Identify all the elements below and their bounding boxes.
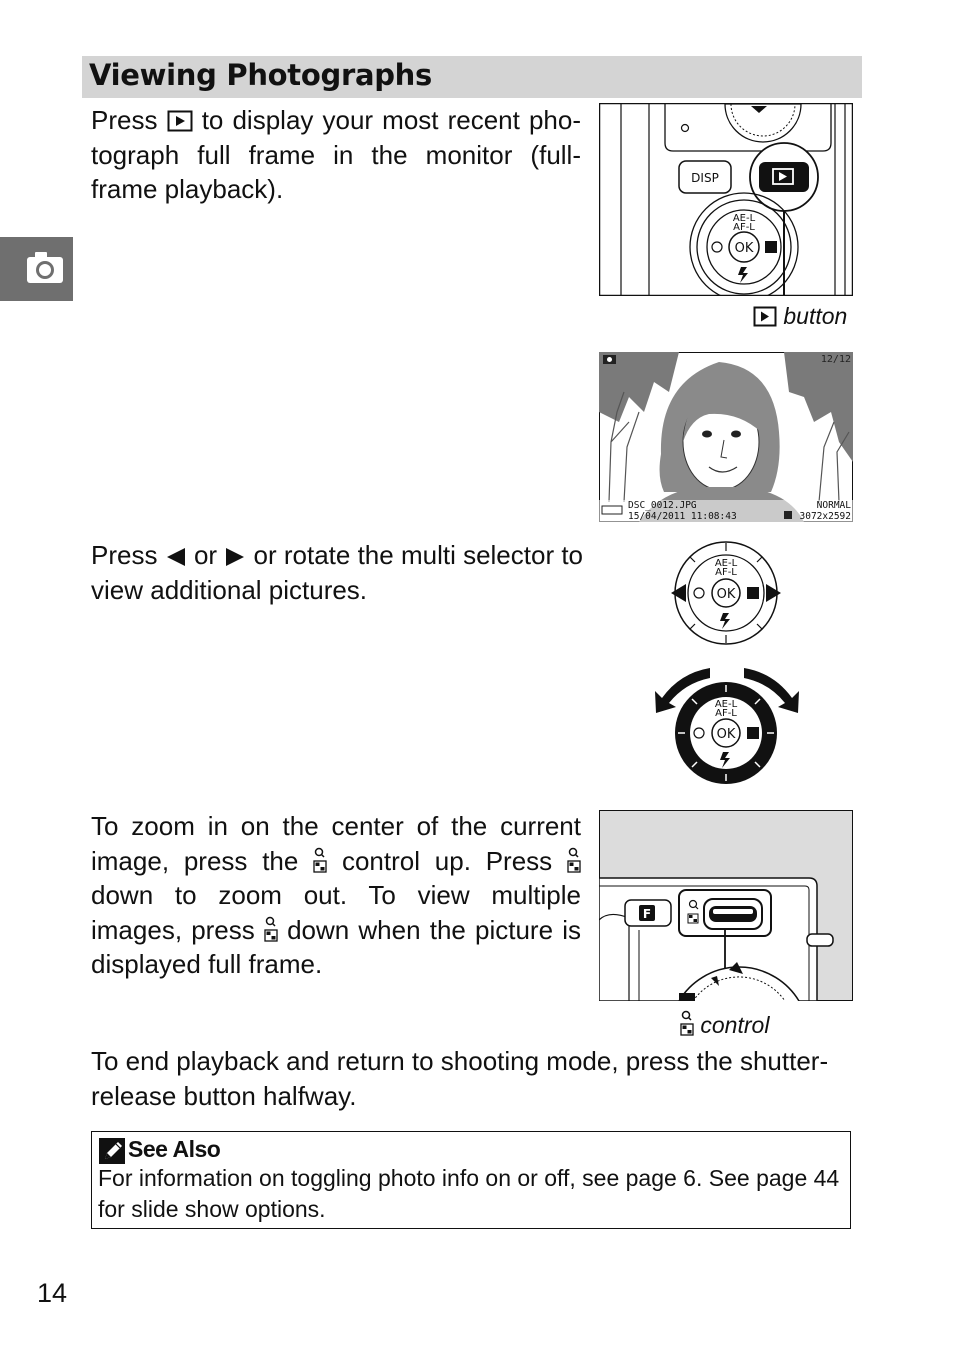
svg-text:OK: OK — [716, 727, 736, 742]
page-number: 14 — [37, 1278, 68, 1308]
intro-paragraph: Press to display your most recent pho-tograph full frame in the monitor (full-frame playback). — [91, 105, 581, 204]
left-arrow-icon — [165, 547, 187, 567]
svg-text:AE-L: AE-L — [732, 213, 756, 224]
see-also-body: For information on toggling photo info on or off, see page 6. See page 44 for slide show options. — [98, 1165, 840, 1222]
zoom-thumbnail-icon — [567, 847, 581, 873]
end-playback-paragraph: To end playback and return to shooting mode, press the shutter-release button halfway. — [91, 1046, 829, 1111]
zoom-thumbnail-icon — [680, 1010, 694, 1036]
zoom-paragraph: To zoom in on the center of the current image, press the control up. Press down to zoom out. To view multiple images, press down when the picture is displayed full frame. — [91, 811, 581, 979]
rotate-selector-figure — [650, 663, 802, 787]
zoom-control-figure — [599, 810, 853, 1001]
zoom-thumbnail-icon — [313, 847, 327, 873]
svg-text:AF-L: AF-L — [715, 708, 737, 719]
see-also-title: See Also — [128, 1136, 221, 1162]
svg-text:NORMAL: NORMAL — [816, 500, 851, 511]
multi-selector-paragraph: Press or or rotate the multi selector to view additional pictures. — [91, 540, 584, 605]
svg-text:OK: OK — [734, 241, 754, 256]
svg-text:OK: OK — [716, 587, 736, 602]
svg-text:DSC_0012.JPG: DSC_0012.JPG — [628, 500, 697, 511]
playback-icon — [753, 306, 777, 327]
pencil-note-icon — [99, 1138, 125, 1164]
multi-selector-figure — [668, 540, 786, 648]
svg-text:AE-L: AE-L — [714, 699, 738, 710]
playback-button-figure — [599, 103, 853, 296]
svg-text:AF-L: AF-L — [715, 567, 737, 578]
chapter-tab — [0, 237, 73, 301]
zoom-control-caption: control — [680, 1010, 769, 1039]
page-title: Viewing Photographs — [89, 58, 432, 92]
svg-text:AE-L: AE-L — [714, 558, 738, 569]
right-arrow-icon — [224, 547, 246, 567]
camera-icon — [0, 237, 73, 301]
playback-button-caption: button — [753, 303, 847, 330]
zoom-thumbnail-icon — [264, 916, 278, 942]
svg-text:AF-L: AF-L — [733, 222, 755, 233]
svg-text:3072x2592: 3072x2592 — [799, 511, 851, 522]
svg-text:12/12: 12/12 — [820, 354, 851, 365]
svg-text:F: F — [642, 907, 652, 921]
playback-icon — [167, 110, 193, 132]
monitor-photo-figure — [599, 352, 853, 522]
disp-label: DISP — [691, 171, 719, 185]
svg-text:15/04/2011 11:08:43: 15/04/2011 11:08:43 — [628, 511, 737, 522]
